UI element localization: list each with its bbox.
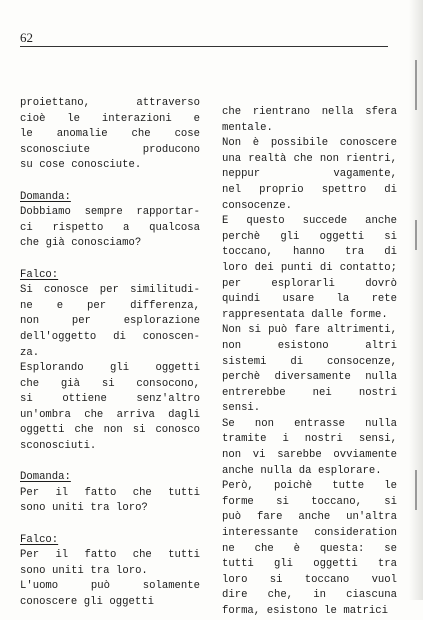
text-line: cioè le interazioni e bbox=[20, 112, 200, 125]
text-line: che già si consocono, bbox=[20, 377, 200, 390]
text-line: può fare anche un'altra bbox=[222, 511, 397, 524]
text-line: interessante consideration bbox=[222, 527, 397, 540]
text-line: non esistono altri bbox=[222, 339, 397, 352]
page-edge-mark bbox=[415, 470, 417, 510]
paragraph-gap bbox=[20, 252, 200, 268]
paragraph-gap bbox=[20, 455, 200, 471]
text-line: perchè gli oggetti si bbox=[222, 230, 397, 243]
text-line: forme si toccano, si bbox=[222, 495, 397, 508]
text-line: nel proprio spettro di bbox=[222, 183, 397, 196]
text-line: quindi usare la rete bbox=[222, 293, 397, 306]
text-line: Si conosce per similitudi- bbox=[20, 284, 200, 297]
text-line: sconosciuti. bbox=[20, 440, 97, 453]
text-line: proiettano, attraverso bbox=[20, 97, 200, 109]
text-line: non vi sarebbe ovviamente bbox=[222, 449, 397, 462]
text-line: le anomalie che cose bbox=[20, 128, 200, 141]
text-line: za. bbox=[20, 346, 40, 359]
text-line: conoscere gli oggetti bbox=[20, 596, 154, 608]
text-line: perchè diversamente nulla bbox=[222, 371, 397, 384]
text-line: che già conosciamo? bbox=[20, 237, 142, 250]
page-number: 62 bbox=[20, 30, 33, 45]
text-line: Non si può fare altrimenti, bbox=[222, 324, 397, 337]
speaker-label: Falco: bbox=[20, 268, 59, 281]
text-line: sono uniti tra loro? bbox=[20, 502, 148, 515]
paragraph-gap bbox=[20, 174, 200, 190]
text-line: mentale. bbox=[222, 121, 273, 134]
text-line: dire che, in ciascuna bbox=[222, 589, 397, 602]
text-line: Non è possibile conoscere bbox=[222, 137, 397, 150]
text-line: dell'oggetto di conoscen- bbox=[20, 330, 200, 343]
text-line: sconosciute producono bbox=[20, 143, 200, 156]
text-line: loro si toccano vuol bbox=[222, 573, 397, 586]
text-line: Però, poichè tutte le bbox=[222, 480, 397, 493]
text-line: ci rispetto a qualcosa bbox=[20, 221, 200, 234]
speaker-label: Domanda: bbox=[20, 190, 71, 203]
right-text-column bbox=[222, 105, 397, 620]
text-line: ne che è questa: se bbox=[222, 542, 397, 555]
text-line: oggetti che non si conosco bbox=[20, 424, 200, 437]
text-line: tramite i nostri sensi, bbox=[222, 433, 397, 446]
text-line: rappresentata dalle forme. bbox=[222, 308, 388, 321]
text-line: non per esplorazione bbox=[20, 315, 200, 328]
text-line: Per il fatto che tutti bbox=[20, 549, 200, 562]
text-line: E questo succede anche bbox=[222, 215, 397, 228]
text-line: Esplorando gli oggetti bbox=[20, 362, 200, 375]
page-edge-mark bbox=[415, 60, 417, 110]
text-line: neppur vagamente, bbox=[222, 168, 397, 181]
text-line: anche nulla da esplorare. bbox=[222, 464, 382, 477]
text-line: su cose conosciute. bbox=[20, 159, 142, 172]
text-line: tutti gli oggetti tra bbox=[222, 558, 397, 571]
header-rule bbox=[20, 46, 388, 47]
text-line: Per il fatto che tutti bbox=[20, 486, 200, 499]
text-line: sono uniti tra loro. bbox=[20, 564, 148, 577]
page-edge-mark bbox=[415, 220, 417, 250]
text-line: per esplorarli dovrò bbox=[222, 277, 397, 290]
text-line: ne e per differenza, bbox=[20, 299, 200, 312]
speaker-label: Falco: bbox=[20, 533, 59, 546]
text-line: entrerebbe nei nostri bbox=[222, 386, 397, 399]
text-line: loro dei punti di contatto; bbox=[222, 261, 397, 274]
text-line: Se non entrasse nulla bbox=[222, 417, 397, 430]
text-line: sistemi di consocenze, bbox=[222, 355, 397, 368]
text-line: L'uomo può solamente bbox=[20, 580, 200, 593]
text-line: che rientrano nella sfera bbox=[222, 106, 397, 118]
paragraph-gap bbox=[20, 517, 200, 533]
speaker-label: Domanda: bbox=[20, 471, 71, 484]
text-line: consocenze. bbox=[222, 199, 292, 212]
text-line: una realtà che non rientri, bbox=[222, 152, 397, 165]
text-line: toccano, hanno tra di bbox=[222, 246, 397, 259]
text-line: forma, esistono le matrici bbox=[222, 605, 388, 617]
text-line: Dobbiamo sempre rapportar- bbox=[20, 206, 200, 219]
text-line: sensi. bbox=[222, 402, 261, 415]
text-line: si ottiene senz'altro bbox=[20, 393, 200, 406]
text-line: un'ombra che arriva dagli bbox=[20, 408, 200, 421]
left-text-column bbox=[20, 96, 200, 611]
